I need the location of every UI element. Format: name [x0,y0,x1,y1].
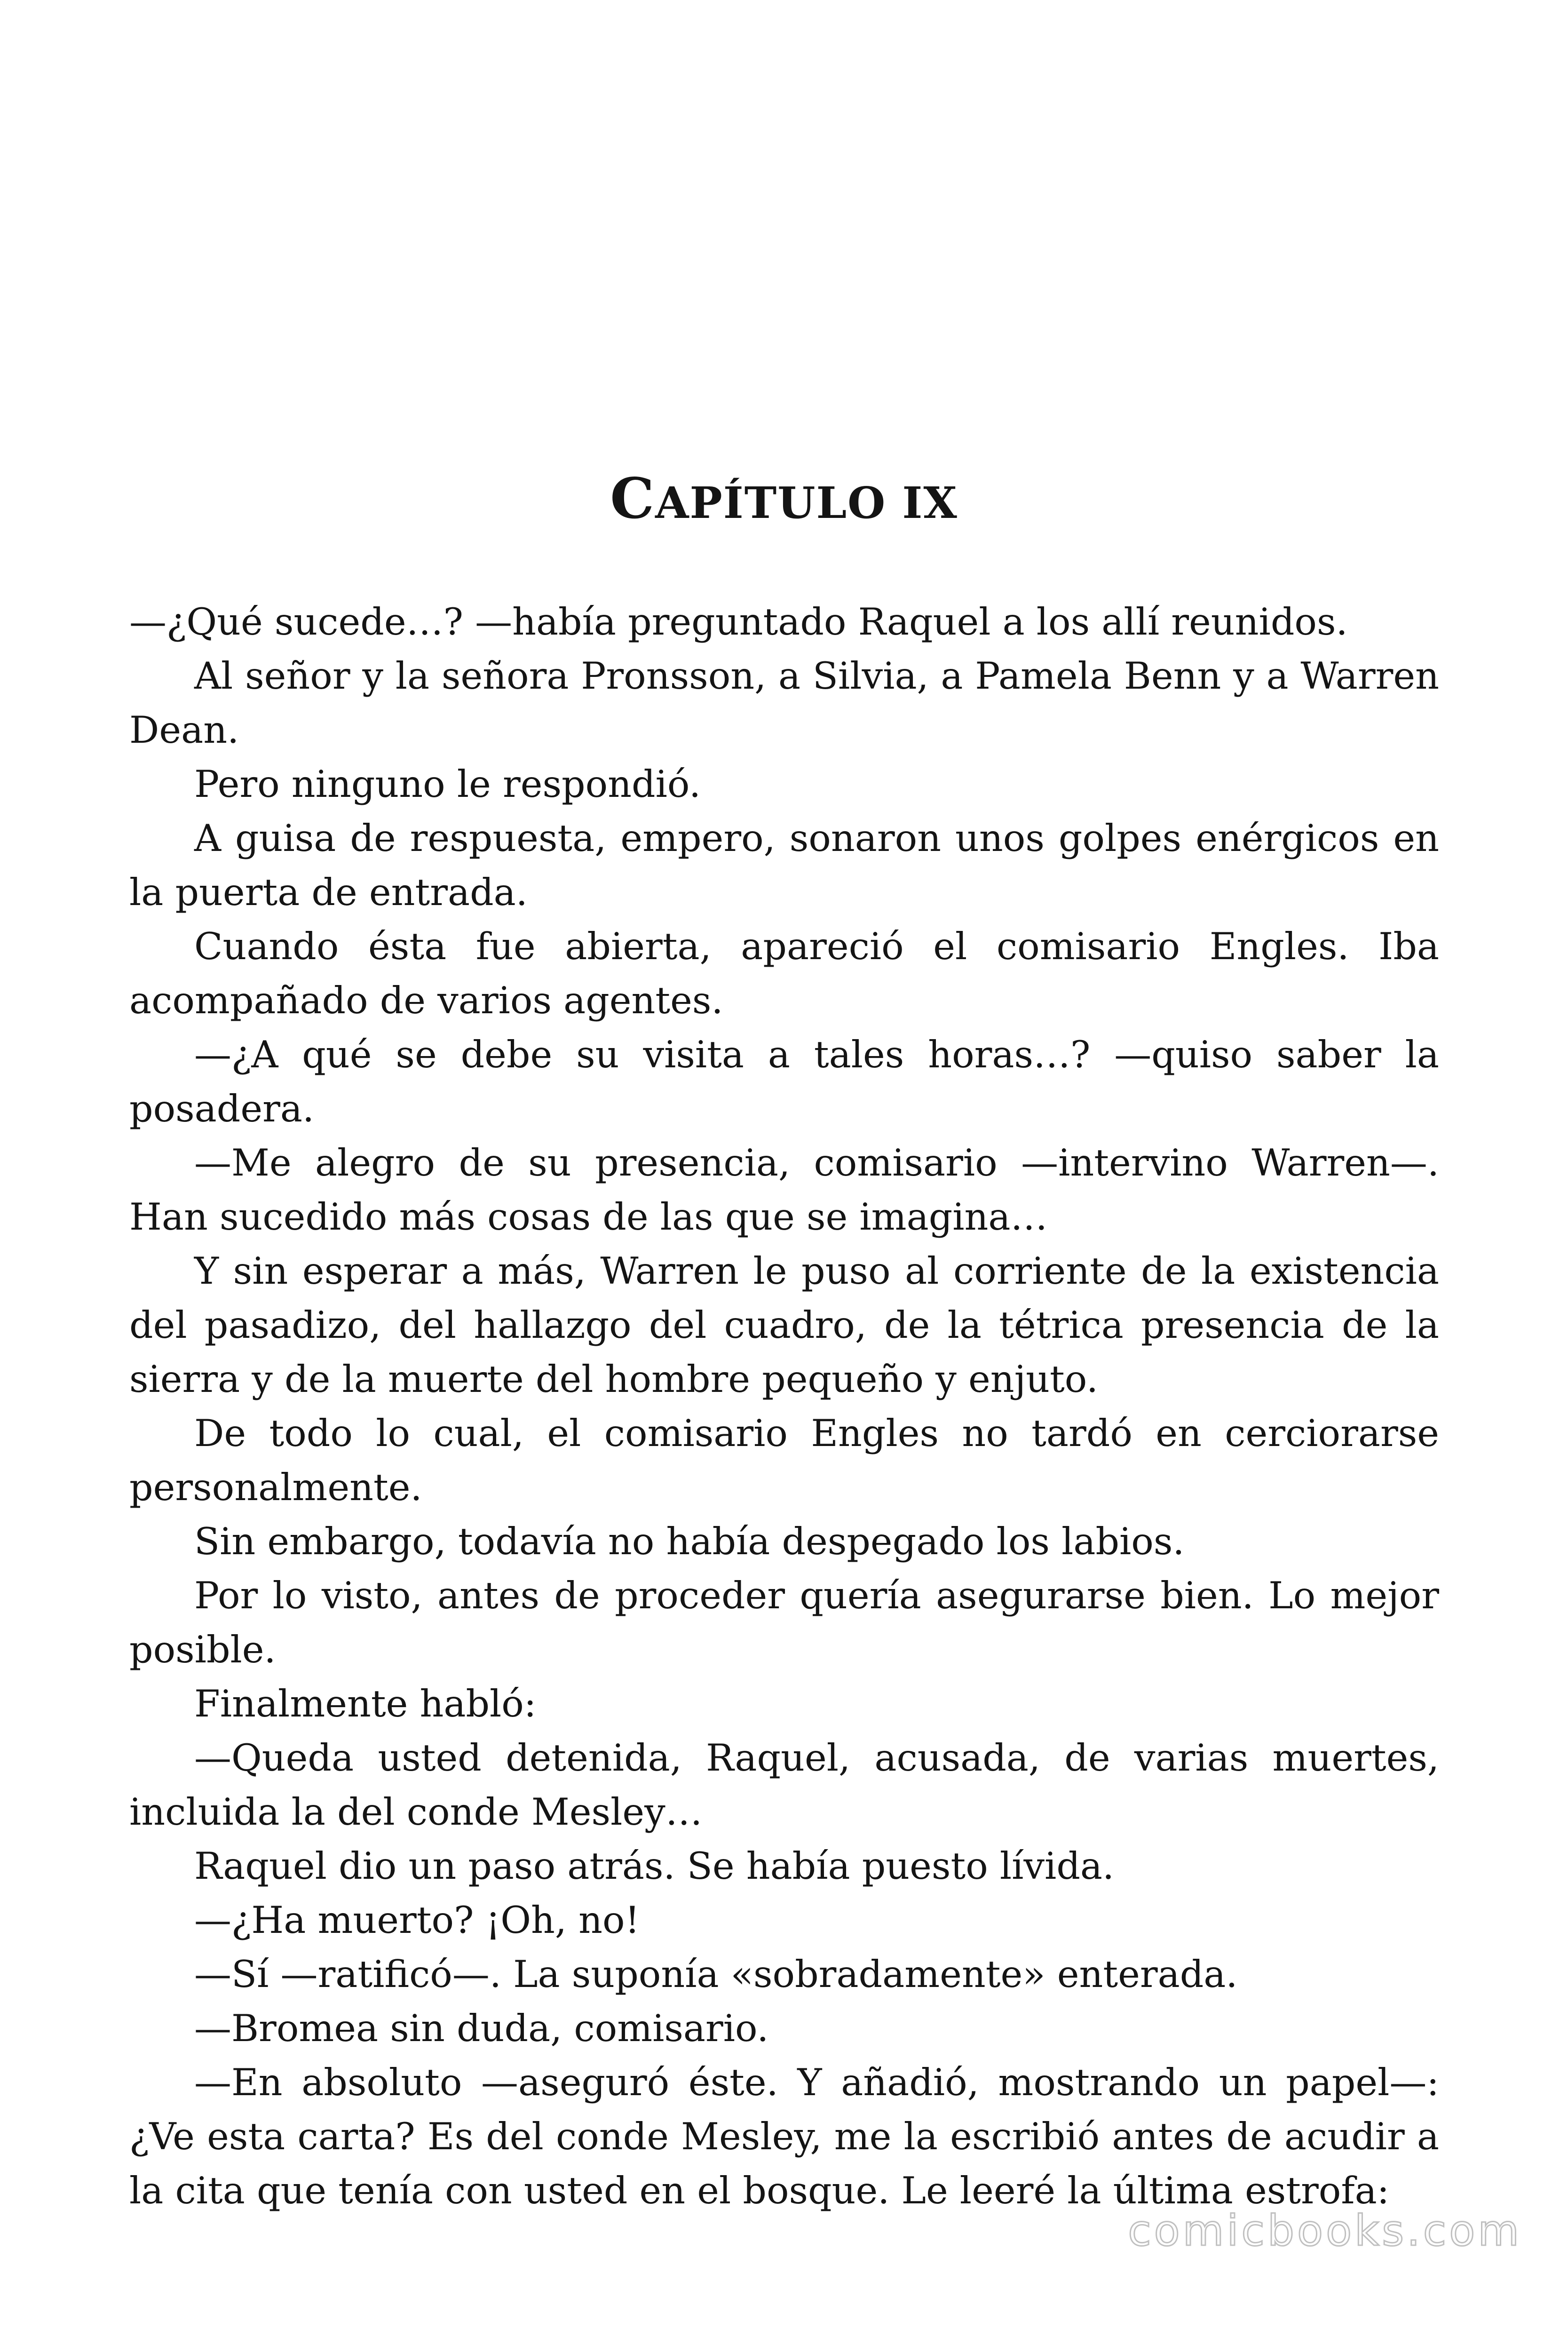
paragraph: —Bromea sin duda, comisario. [194,2007,769,2050]
paragraph: Finalmente habló: [194,1682,537,1725]
paragraph: —En absoluto —aseguró éste. Y añadió, mostrando un papel—: ¿Ve esta carta? Es del conde Mesley, me la escribió antes de acudir a la cita que tenía con usted en el bosque. Le leeré la última estrofa: [129,2061,1439,2212]
paragraph: —Sí —ratificó—. La suponía «sobradamente» enterada. [194,1953,1238,1996]
chapter-body [129,595,1439,2218]
paragraph: Al señor y la señora Pronsson, a Silvia, a Pamela Benn y a Warren Dean. [129,654,1439,752]
paragraph: Y sin esperar a más, Warren le puso al corriente de la existencia del pasadizo, del hallazgo del cuadro, de la tétrica presencia de la sierra y de la muerte del hombre pequeño y enjuto. [129,1249,1439,1401]
paragraph: A guisa de respuesta, empero, sonaron unos golpes enérgicos en la puerta de entrada. [129,817,1439,914]
paragraph: —¿A qué se debe su visita a tales horas…? —quiso saber la posadera. [129,1033,1439,1130]
chapter-title-rest: APÍTULO IX [655,477,958,528]
paragraph: —Queda usted detenida, Raquel, acusada, de varias muertes, incluida la del conde Mesley… [129,1736,1439,1834]
watermark: comicbooks.com [1128,2206,1522,2256]
chapter-title-initial: C [610,466,656,531]
paragraph: Por lo visto, antes de proceder quería asegurarse bien. Lo mejor posible. [129,1574,1439,1671]
paragraph: Sin embargo, todavía no había despegado los labios. [194,1520,1185,1563]
paragraph: Cuando ésta fue abierta, apareció el comisario Engles. Iba acompañado de varios agentes. [129,925,1439,1022]
paragraph: —¿Qué sucede…? —había preguntado Raquel a los allí reunidos. [129,600,1348,644]
paragraph: Pero ninguno le respondió. [194,763,701,806]
paragraph: —¿Ha muerto? ¡Oh, no! [194,1899,640,1942]
paragraph: —Me alegro de su presencia, comisario —intervino Warren—. Han sucedido más cosas de las que se imagina… [129,1141,1439,1239]
paragraph: De todo lo cual, el comisario Engles no tardó en cerciorarse personalmente. [129,1412,1439,1509]
chapter-title [0,466,1568,536]
paragraph: Raquel dio un paso atrás. Se había puesto lívida. [194,1844,1115,1888]
